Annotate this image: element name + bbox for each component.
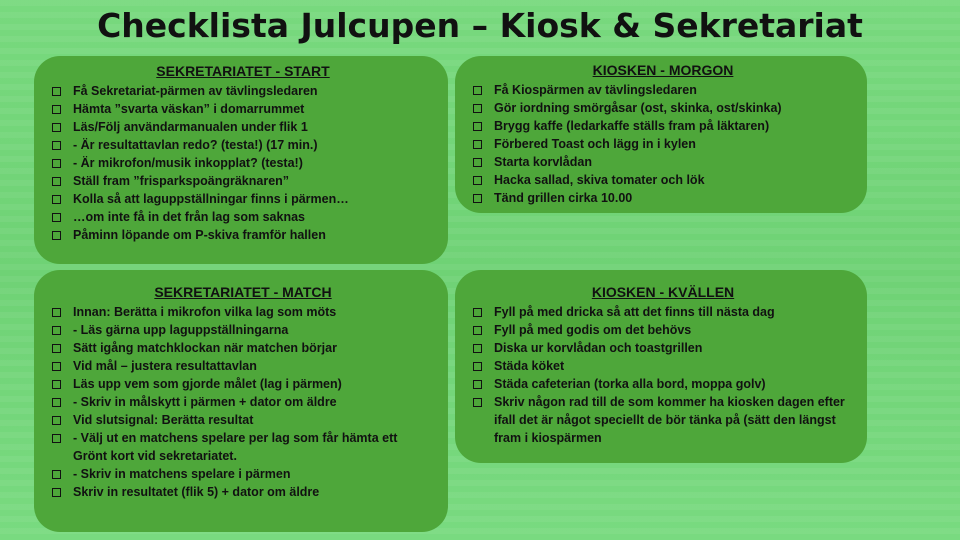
page-title: Checklista Julcupen – Kiosk & Sekretariat (97, 6, 863, 45)
checkbox-icon (473, 308, 482, 317)
checklist-item (52, 393, 434, 411)
checklist-item-text: - Skriv in målskytt i pärmen + dator om äldre (73, 395, 337, 409)
checklist-item-text: Ställ fram ”frisparkspoängräknaren” (73, 174, 290, 188)
checklist-item-text: - Välj ut en matchens spelare per lag som får hämta ett Grönt kort vid sekretariatet. (73, 431, 398, 463)
checklist-item (473, 171, 853, 189)
checklist-item-text: Sätt igång matchklockan när matchen börjar (73, 341, 337, 355)
checklist-item (52, 357, 434, 375)
checklist-item-text: Läs/Följ användarmanualen under flik 1 (73, 120, 308, 134)
checklist-item (52, 82, 434, 100)
checkbox-icon (52, 362, 61, 371)
checkbox-icon (52, 87, 61, 96)
checkbox-icon (52, 326, 61, 335)
checkbox-icon (52, 488, 61, 497)
checkbox-icon (52, 398, 61, 407)
checkbox-icon (52, 123, 61, 132)
checklist-item (52, 303, 434, 321)
checklist-item (52, 375, 434, 393)
checkbox-icon (473, 122, 482, 131)
checkbox-icon (52, 231, 61, 240)
checklist-item (52, 100, 434, 118)
checkbox-icon (52, 195, 61, 204)
checklist-item (52, 429, 434, 465)
panel-heading: SEKRETARIATET - START (156, 63, 330, 79)
checklist-item-text: Vid slutsignal: Berätta resultat (73, 413, 254, 427)
checklist-item (473, 135, 853, 153)
checklist-item-text: Skriv in resultatet (flik 5) + dator om äldre (73, 485, 320, 499)
checkbox-icon (473, 398, 482, 407)
checklist-item-text: Läs upp vem som gjorde målet (lag i pärmen) (73, 377, 342, 391)
checklist-item-text: - Läs gärna upp laguppställningarna (73, 323, 289, 337)
checklist-item (473, 393, 853, 447)
checklist-item-text: Brygg kaffe (ledarkaffe ställs fram på läktaren) (494, 119, 770, 133)
checklist-item-text: Tänd grillen cirka 10.00 (494, 191, 633, 205)
checklist-item (473, 339, 853, 357)
checkbox-icon (52, 213, 61, 222)
checklist-item-text: Kolla så att laguppställningar finns i pärmen… (73, 192, 349, 206)
checklist (473, 303, 853, 447)
checklist-item-text: Få Sekretariat-pärmen av tävlingsledaren (73, 84, 318, 98)
panel-kiosken-kvallen (455, 270, 867, 463)
checkbox-icon (52, 434, 61, 443)
checklist-item-text: Fyll på med dricka så att det finns till nästa dag (494, 305, 775, 319)
checklist-item-text: - Skriv in matchens spelare i pärmen (73, 467, 291, 481)
checkbox-icon (52, 380, 61, 389)
checklist-item (52, 411, 434, 429)
checkbox-icon (473, 326, 482, 335)
checklist-item-text: …om inte få in det från lag som saknas (73, 210, 306, 224)
checklist-item-text: Gör iordning smörgåsar (ost, skinka, ost/skinka) (494, 101, 782, 115)
checkbox-icon (52, 308, 61, 317)
checklist-item (473, 189, 853, 207)
checklist-item (52, 483, 434, 501)
panel-kiosken-morgon (455, 56, 867, 213)
checklist-item (473, 153, 853, 171)
checkbox-icon (52, 159, 61, 168)
checklist-item-text: Innan: Berätta i mikrofon vilka lag som möts (73, 305, 337, 319)
checklist-item-text: Diska ur korvlådan och toastgrillen (494, 341, 703, 355)
checkbox-icon (473, 140, 482, 149)
checklist-item (52, 226, 434, 244)
panel-sekretariatet-start (34, 56, 448, 264)
checklist-item-text: Påminn löpande om P-skiva framför hallen (73, 228, 326, 242)
panel-heading: KIOSKEN - KVÄLLEN (591, 284, 735, 300)
checklist-item-text: Städa köket (494, 359, 565, 373)
checkbox-icon (473, 194, 482, 203)
checklist-item-text: Få Kiospärmen av tävlingsledaren (494, 83, 697, 97)
checklist (473, 81, 853, 207)
checklist-item (52, 172, 434, 190)
panel-heading: SEKRETARIATET - MATCH (154, 284, 332, 300)
checkbox-icon (52, 470, 61, 479)
checklist-item (473, 375, 853, 393)
checklist-item-text: - Är resultattavlan redo? (testa!) (17 min.) (73, 138, 318, 152)
checklist-item (473, 99, 853, 117)
checklist-item-text: - Är mikrofon/musik inkopplat? (testa!) (73, 156, 303, 170)
checklist-item (52, 208, 434, 226)
checkbox-icon (52, 141, 61, 150)
checklist-item (473, 321, 853, 339)
checkbox-icon (52, 344, 61, 353)
checklist-item-text: Fyll på med godis om det behövs (494, 323, 692, 337)
checklist-item-text: Starta korvlådan (494, 155, 592, 169)
checklist-item (52, 154, 434, 172)
checklist-item (473, 117, 853, 135)
checkbox-icon (473, 176, 482, 185)
checkbox-icon (473, 104, 482, 113)
checkbox-icon (473, 86, 482, 95)
checklist-item (473, 81, 853, 99)
checklist-item-text: Hacka sallad, skiva tomater och lök (494, 173, 705, 187)
panel-sekretariatet-match (34, 270, 448, 532)
checklist-item (52, 339, 434, 357)
checklist-item-text: Hämta ”svarta väskan” i domarrummet (73, 102, 305, 116)
panel-heading: KIOSKEN - MORGON (592, 62, 734, 78)
checklist-item-text: Vid mål – justera resultattavlan (73, 359, 257, 373)
checklist-item-text: Förbered Toast och lägg in i kylen (494, 137, 696, 151)
checkbox-icon (473, 344, 482, 353)
checklist-item-text: Städa cafeterian (torka alla bord, moppa golv) (494, 377, 766, 391)
checklist (52, 82, 434, 244)
checklist-item (473, 357, 853, 375)
checklist-item (52, 118, 434, 136)
checklist (52, 303, 434, 501)
checkbox-icon (473, 158, 482, 167)
checklist-item (473, 303, 853, 321)
checkbox-icon (52, 105, 61, 114)
checkbox-icon (52, 177, 61, 186)
checklist-item (52, 136, 434, 154)
checklist-item-text: Skriv någon rad till de som kommer ha kiosken dagen efter ifall det är något speciellt de bör tänka på (sätt den längst fram i kiospärmen (494, 395, 845, 445)
checklist-item (52, 190, 434, 208)
checkbox-icon (473, 362, 482, 371)
checklist-item (52, 321, 434, 339)
checklist-item (52, 465, 434, 483)
checkbox-icon (52, 416, 61, 425)
checkbox-icon (473, 380, 482, 389)
